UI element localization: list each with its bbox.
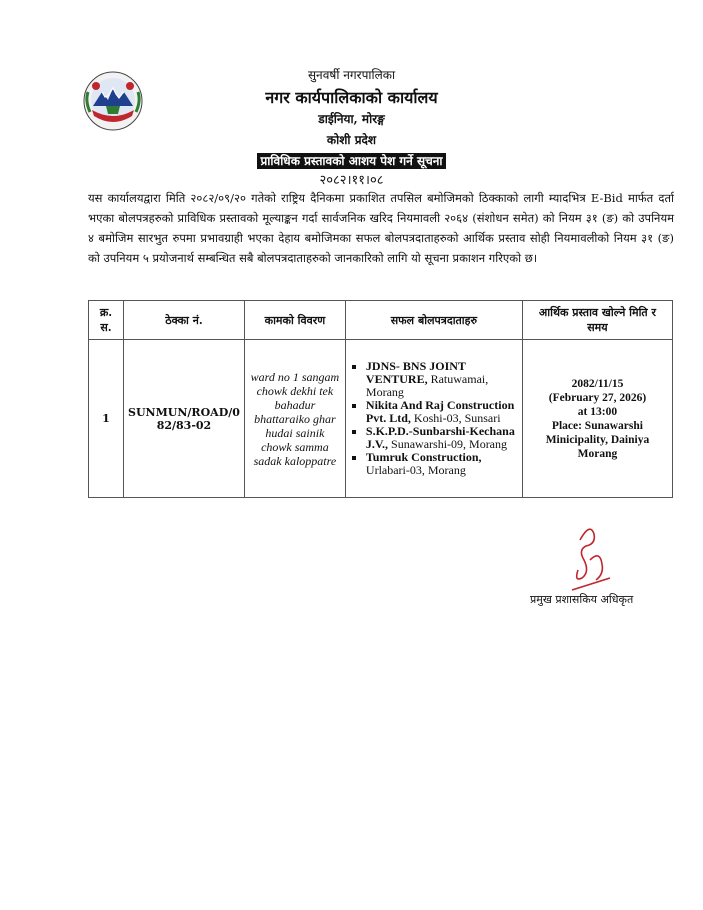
row-contract-no: SUNMUN/ROAD/0 82/83-02 <box>124 340 245 498</box>
opening-time: at 13:00 <box>577 405 618 418</box>
bidders-list <box>350 360 518 477</box>
notice-title-text: प्राविधिक प्रस्तावको आशय पेश गर्ने सूचना <box>257 153 445 169</box>
opening-place: Place: Sunawarshi Minicipality, Dainiya Morang <box>545 419 650 460</box>
office-location: डाईनिया, मोरङ्ग <box>318 112 385 126</box>
row-work-desc: ward no 1 sangam chowk dekhi tek bahadur bhattaraiko ghar hudai sainik chowk samma sadak kaloppatre <box>244 340 345 498</box>
col-header-bidders: सफल बोलपत्रदाताहरु <box>345 301 522 340</box>
bidder-address: Urlabari-03, Morang <box>365 463 466 477</box>
table-header-row <box>89 301 673 340</box>
opening-date: 2082/11/15 <box>571 377 624 390</box>
notice-date: २०८२।११।०८ <box>319 173 384 188</box>
row-bidders <box>345 340 522 498</box>
notice-body: यस कार्यालयद्वारा मिति २०८२/०९/२० गतेको राष्ट्रिय दैनिकमा प्रकाशित तपसिल बमोजिमको ठिक्काको लागी म्यादभित्र E-Bid मार्फत दर्ता भएका बोलपत्रहरुको प्राविधिक प्रस्तावको मूल्याङ्कन गर्दा सार्वजनिक खरिद नियमावली २०६४ (संशोधन समेत) को नियम ३१ (ङ) को उपनियम ४ बमोजिम सारभुत रुपमा प्रभावग्राही भएका देहाय बमोजिमका सफल बोलपत्रदाताहरुको आर्थिक प्रस्ताव सोही नियमावलीको नियम ३१ (ङ) को उपनियम ५ प्रयोजनार्थ सम्बन्धित सबै बोलपत्रदाताहरुको जानकारिको लागि यो सूचना प्रकाशन गरिएको छ। <box>88 191 674 265</box>
municipality-name: सुनवर्षी नगरपालिका <box>307 68 396 82</box>
opening-date-en: (February 27, 2026) <box>548 391 647 404</box>
list-item <box>366 451 518 477</box>
col-header-work-desc: कामको विवरण <box>244 301 345 340</box>
bidder-address: Ratuwamai, Morang <box>365 372 489 399</box>
signatory-title: प्रमुख प्रशासकिय अधिकृत <box>530 593 634 606</box>
bidders-table <box>88 300 673 498</box>
bidder-name: Nikita And Raj Construction Pvt. Ltd, <box>365 398 515 425</box>
col-header-contract-no: ठेक्का नं. <box>124 301 245 340</box>
notice-title <box>0 150 703 169</box>
col-header-sn: क्र. स. <box>89 301 124 340</box>
bidder-name: JDNS- BNS JOINT VENTURE, <box>365 359 466 386</box>
list-item <box>366 360 518 399</box>
bidder-name: S.K.P.D.-Sunbarshi-Kechana J.V., <box>365 424 515 451</box>
bidder-address: Sunawarshi-09, Morang <box>391 437 508 451</box>
col-header-opening: आर्थिक प्रस्ताव खोल्ने मिति र समय <box>522 301 672 340</box>
list-item <box>366 399 518 425</box>
list-item <box>366 425 518 451</box>
row-opening <box>522 340 672 498</box>
signature-icon <box>560 520 620 600</box>
table-row <box>89 340 673 498</box>
bidder-address: Koshi-03, Sunsari <box>413 411 501 425</box>
row-sn: 1 <box>89 340 124 498</box>
province-name: कोशी प्रदेश <box>326 133 377 147</box>
office-title: नगर कार्यपालिकाको कार्यालय <box>265 88 438 107</box>
bidder-name: Tumruk Construction, <box>365 450 482 464</box>
